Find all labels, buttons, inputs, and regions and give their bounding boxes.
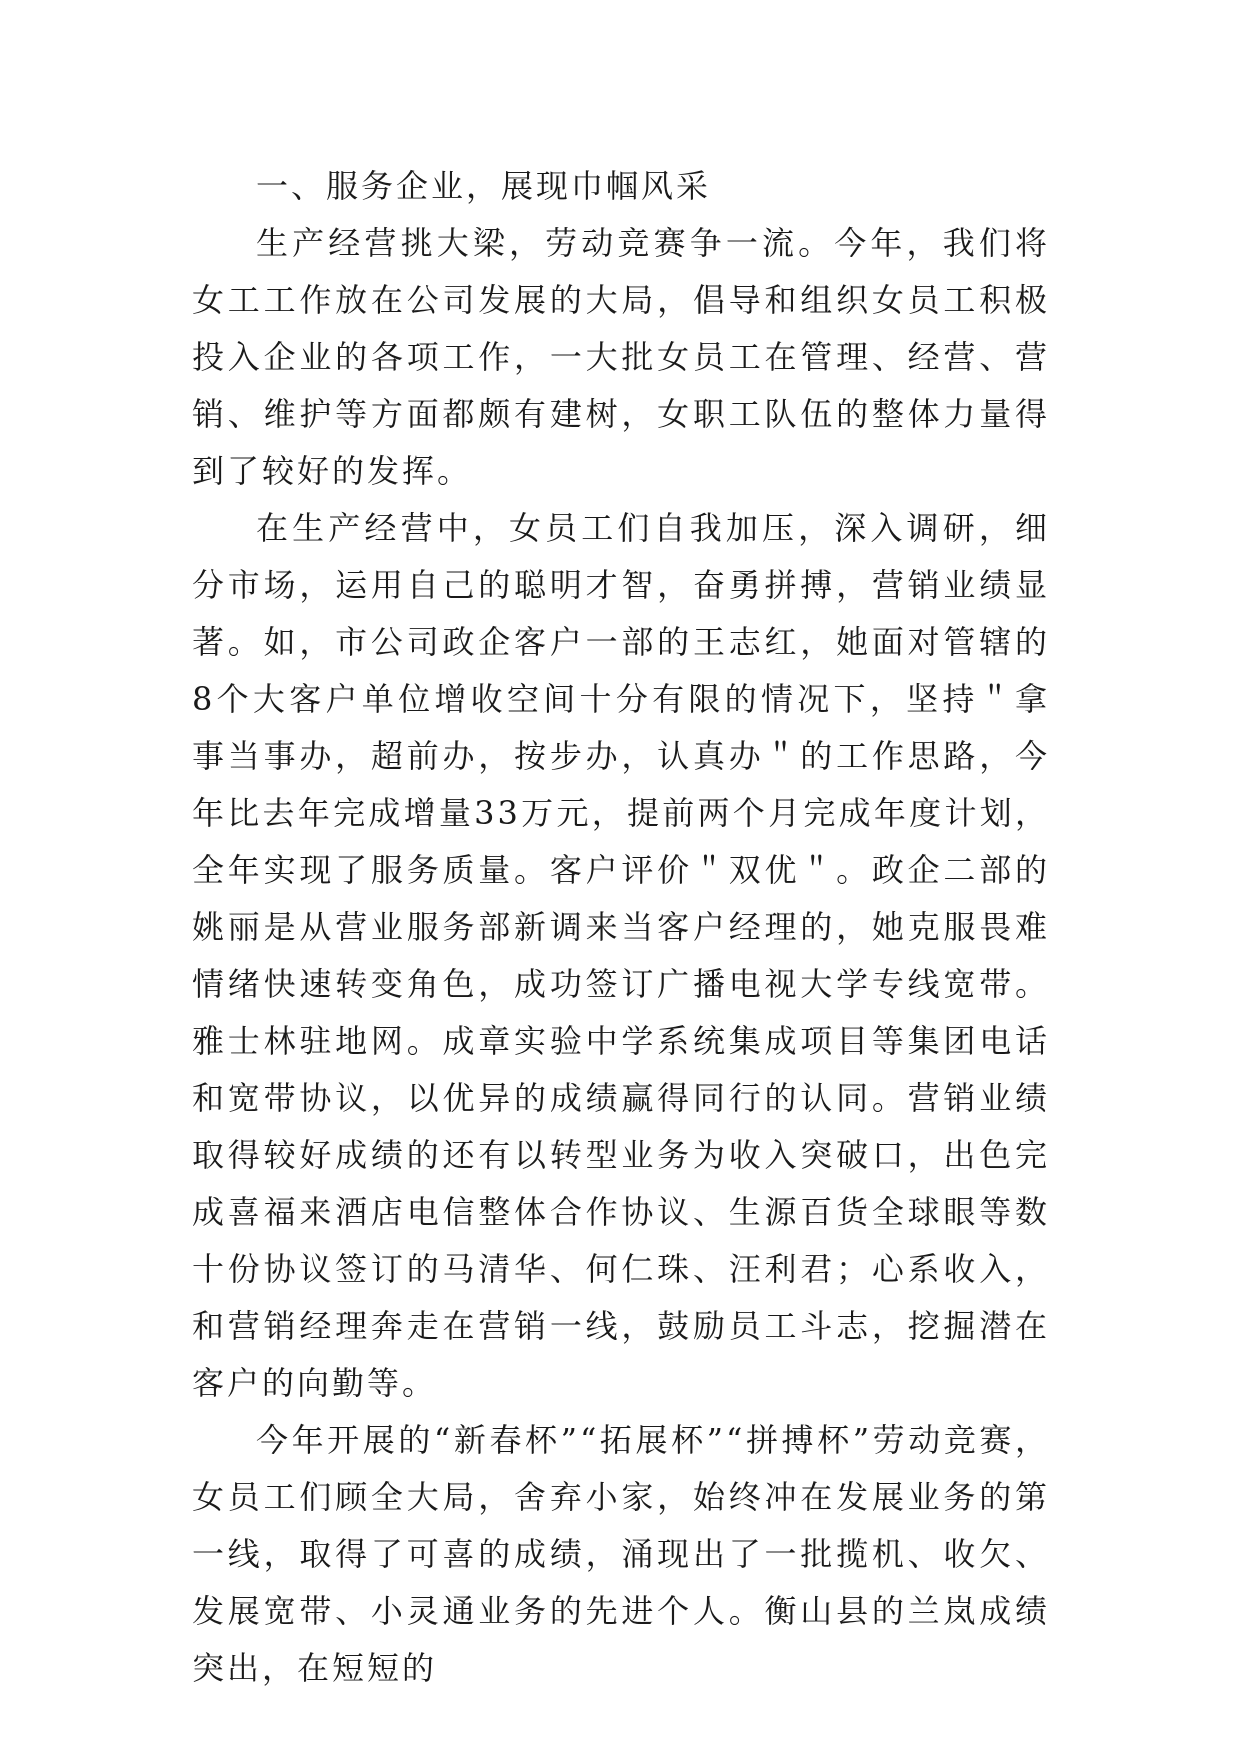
paragraph-3: 今年开展的“新春杯”“拓展杯”“拼搏杯”劳动竞赛，女员工们顾全大局，舍弃小家，始终冲在发展业务的第一线，取得了可喜的成绩，涌现出了一批揽机、收欠、发展宽带、小灵通业务的先进个人。衡山县的兰岚成绩突出，在短短的 <box>192 1421 1050 1687</box>
document-body <box>192 158 1050 1697</box>
paragraph-2: 在生产经营中，女员工们自我加压，深入调研，细分市场，运用自己的聪明才智，奋勇拼搏，营销业绩显著。如，市公司政企客户一部的王志红，她面对管辖的8个大客户单位增收空间十分有限的情况下，坚持＂拿事当事办，超前办，按步办，认真办＂的工作思路，今年比去年完成增量33万元，提前两个月完成年度计划，全年实现了服务质量。客户评价＂双优＂。政企二部的姚丽是从营业服务部新调来当客户经理的，她克服畏难情绪快速转变角色，成功签订广播电视大学专线宽带。雅士林驻地网。成章实验中学系统集成项目等集团电话和宽带协议，以优异的成绩赢得同行的认同。营销业绩取得较好成绩的还有以转型业务为收入突破口，出色完成喜福来酒店电信整体合作协议、生源百货全球眼等数十份协议签订的马清华、何仁珠、汪利君；心系收入，和营销经理奔走在营销一线，鼓励员工斗志，挖掘潜在客户的向勤等。 <box>192 509 1050 1402</box>
paragraph-1: 生产经营挑大梁，劳动竞赛争一流。今年，我们将女工工作放在公司发展的大局，倡导和组织女员工积极投入企业的各项工作，一大批女员工在管理、经营、营销、维护等方面都颇有建树，女职工队伍的整体力量得到了较好的发挥。 <box>192 224 1050 490</box>
section-heading: 一、服务企业，展现巾帼风采 <box>256 167 712 205</box>
